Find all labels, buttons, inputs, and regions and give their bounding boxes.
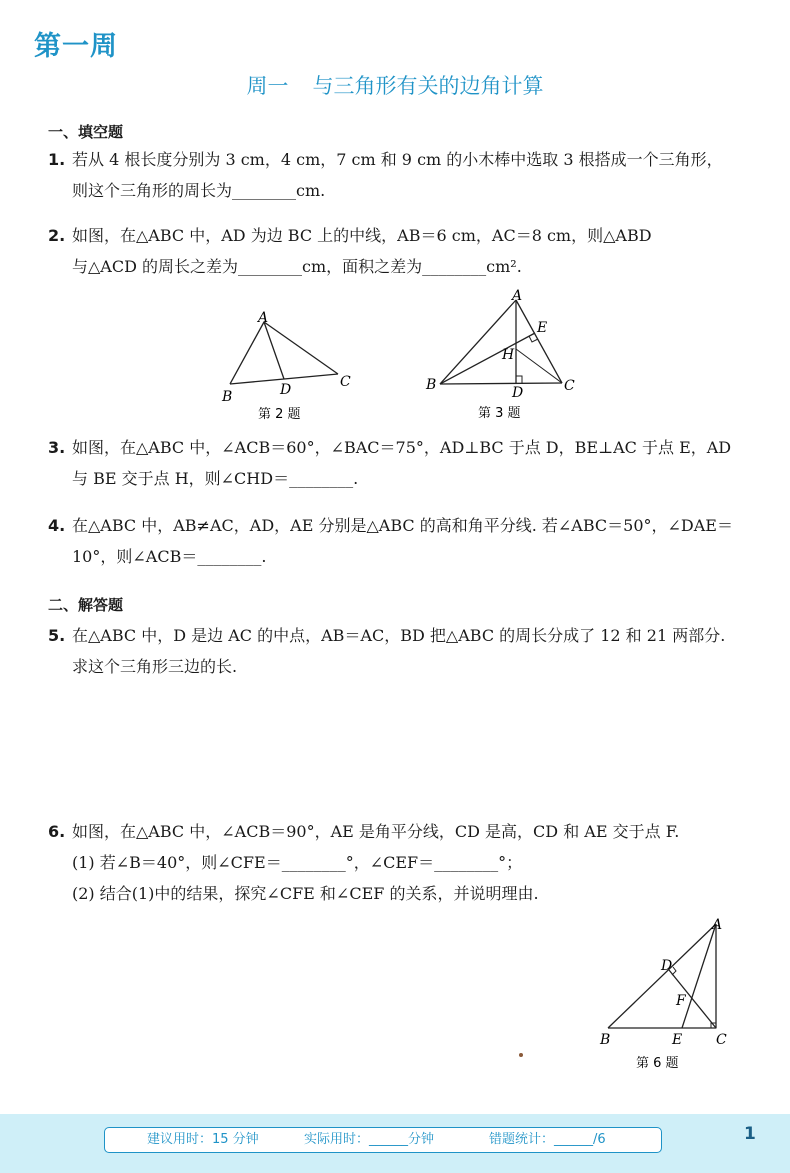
fig6-label-c: C xyxy=(716,1032,727,1048)
fig3-label-c: C xyxy=(564,378,575,394)
figure-3 xyxy=(420,286,590,426)
lesson-topic: 与三角形有关的边角计算 xyxy=(312,74,544,98)
fig2-caption: 第 2 题 xyxy=(258,407,301,422)
week-title: 第一周 xyxy=(34,31,118,62)
fig2-label-b: B xyxy=(222,389,233,405)
fig2-label-d: D xyxy=(280,382,292,398)
suggested-time: 建议用时：15 分钟 xyxy=(147,1132,259,1147)
question-number: 4. xyxy=(48,516,66,535)
lesson-day: 周一 xyxy=(246,74,289,98)
question-number: 5. xyxy=(48,626,66,645)
section-answer: 二、解答题 xyxy=(48,596,124,614)
question-2 xyxy=(48,220,738,282)
figure-2 xyxy=(210,306,360,426)
question-6 xyxy=(48,816,738,909)
figure-6 xyxy=(592,914,742,1074)
question-1 xyxy=(48,144,738,206)
fig3-label-e: E xyxy=(537,320,548,336)
ink-speck xyxy=(519,1053,523,1057)
fig3-label-h: H xyxy=(502,347,515,363)
question-number: 2. xyxy=(48,226,66,245)
question-number: 1. xyxy=(48,150,66,169)
question-text: 如图，在△ABC 中，∠ACB＝60°，∠BAC＝75°，AD⊥BC 于点 D，BE⊥AC 于点 E，AD 与 BE 交于点 H，则∠CHD＝________. xyxy=(72,438,732,488)
section-fill-in: 一、填空题 xyxy=(48,123,124,141)
question-text: 在△ABC 中，D 是边 AC 的中点，AB＝AC，BD 把△ABC 的周长分成了 12 和 21 两部分. 求这个三角形三边的长. xyxy=(72,626,726,676)
fig3-label-d: D xyxy=(512,385,524,401)
fig3-label-b: B xyxy=(426,377,437,393)
fig6-label-b: B xyxy=(600,1032,611,1048)
fig3-label-a: A xyxy=(512,288,523,304)
fig6-label-f: F xyxy=(676,993,686,1009)
fig3-caption: 第 3 题 xyxy=(478,406,521,421)
fig6-label-d: D xyxy=(661,958,673,974)
page-number: 1 xyxy=(744,1124,756,1144)
question-3 xyxy=(48,432,738,494)
time-tracker xyxy=(104,1127,662,1153)
question-text-line1: 如图，在△ABC 中，AD 为边 BC 上的中线，AB＝6 cm，AC＝8 cm，则△ABD xyxy=(72,226,652,245)
fig2-label-a: A xyxy=(258,310,269,326)
question-part-2: (2) 结合(1)中的结果，探究∠CFE 和∠CEF 的关系，并说明理由. xyxy=(72,884,539,903)
question-5 xyxy=(48,620,738,682)
question-number: 3. xyxy=(48,438,66,457)
question-part-1: (1) 若∠B＝40°，则∠CFE＝________°，∠CEF＝________°； xyxy=(72,853,523,872)
fig6-caption: 第 6 题 xyxy=(636,1056,679,1071)
error-count: 错题统计：______/6 xyxy=(489,1132,606,1147)
question-text: 如图，在△ABC 中，∠ACB＝90°，AE 是角平分线，CD 是高，CD 和 AE 交于点 F. xyxy=(72,822,680,841)
actual-time: 实际用时：______分钟 xyxy=(304,1132,435,1147)
question-text: 若从 4 根长度分别为 3 cm，4 cm，7 cm 和 9 cm 的小木棒中选取 3 根搭成一个三角形，则这个三角形的周长为________cm. xyxy=(72,150,723,200)
fig2-label-c: C xyxy=(340,374,351,390)
lesson-title xyxy=(0,70,790,100)
question-text: 在△ABC 中，AB≠AC，AD，AE 分别是△ABC 的高和角平分线. 若∠ABC＝50°，∠DAE＝10°，则∠ACB＝________. xyxy=(72,516,733,566)
question-number: 6. xyxy=(48,822,66,841)
question-4 xyxy=(48,510,738,572)
fig6-label-a: A xyxy=(712,917,723,933)
fig6-label-e: E xyxy=(672,1032,683,1048)
question-text-line2: 与△ACD 的周长之差为________cm，面积之差为________cm². xyxy=(72,257,522,276)
